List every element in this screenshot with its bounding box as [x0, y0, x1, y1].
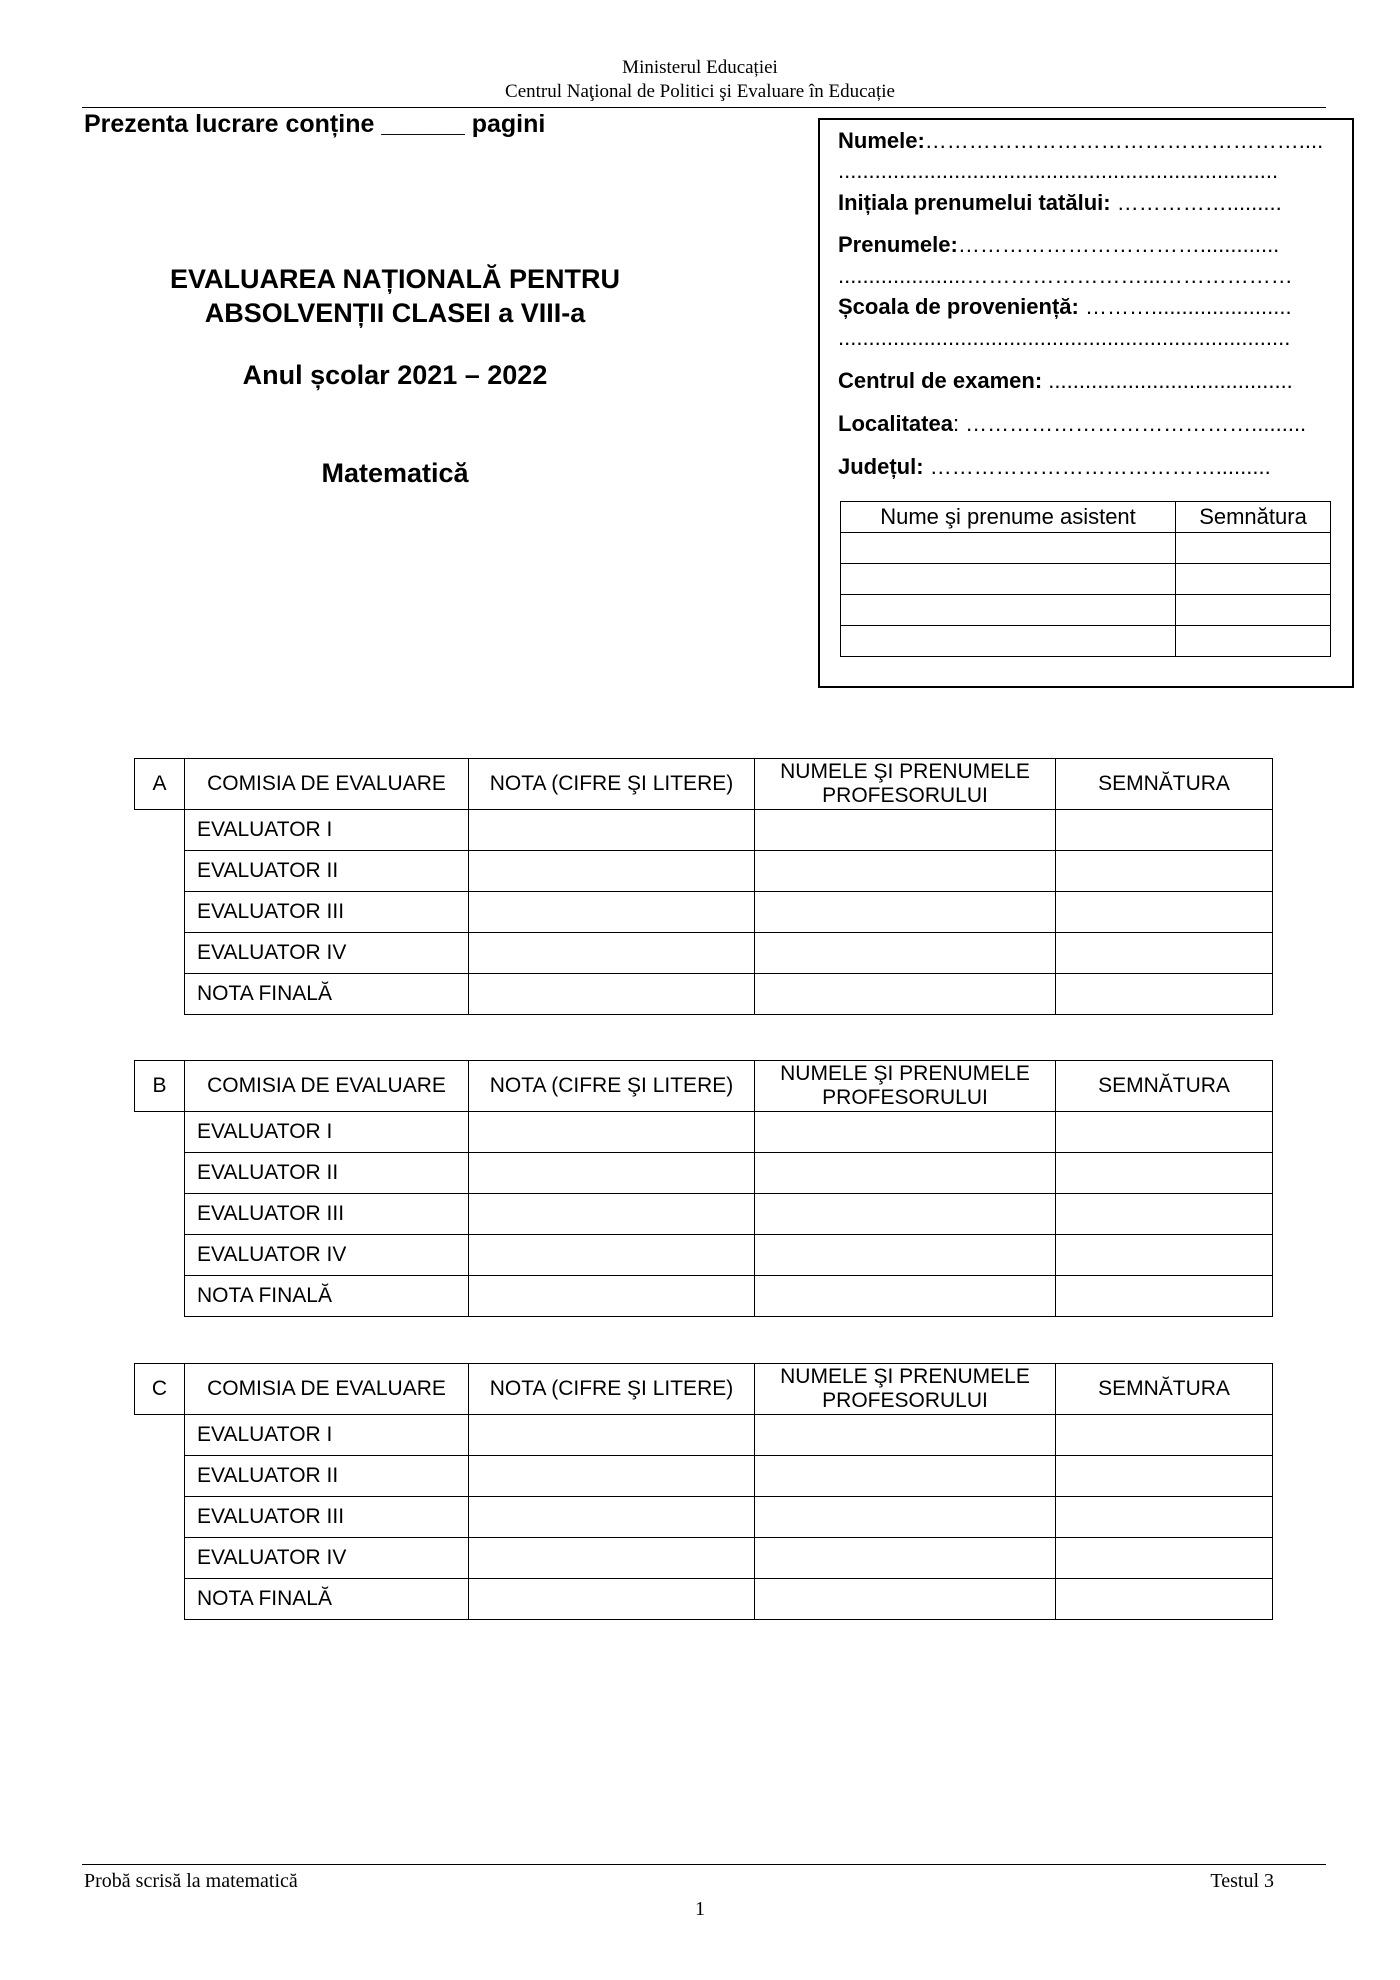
spacer-cell [135, 1235, 185, 1276]
assistant-row [841, 564, 1331, 595]
grade-cell[interactable] [469, 851, 755, 892]
assistant-signature-header: Semnătura [1176, 502, 1331, 533]
grade-cell[interactable] [469, 1579, 755, 1620]
signature-cell[interactable] [1056, 1194, 1273, 1235]
teacher-name-cell[interactable] [755, 1456, 1056, 1497]
signature-cell[interactable] [1056, 1456, 1273, 1497]
signature-cell[interactable] [1056, 1415, 1273, 1456]
commission-header: COMISIA DE EVALUARE [185, 759, 469, 810]
teacher-name-cell[interactable] [755, 1538, 1056, 1579]
spacer-cell [135, 892, 185, 933]
footer-rule [82, 1864, 1326, 1865]
spacer-cell [135, 974, 185, 1015]
grade-cell[interactable] [469, 892, 755, 933]
signature-cell[interactable] [1056, 1235, 1273, 1276]
commission-header: COMISIA DE EVALUARE [185, 1364, 469, 1415]
signature-cell[interactable] [1056, 892, 1273, 933]
exam-title [100, 262, 690, 330]
assistant-row [841, 595, 1331, 626]
teacher-name-cell[interactable] [755, 892, 1056, 933]
signature-cell[interactable] [1056, 1579, 1273, 1620]
grade-cell[interactable] [469, 1276, 755, 1317]
spacer-cell [135, 933, 185, 974]
first-name-label: Prenumele: [838, 232, 958, 257]
assistant-signature-cell[interactable] [1176, 626, 1331, 657]
teacher-name-header-line1: NUMELE ŞI PRENUMELE [780, 1365, 1030, 1388]
section-letter: A [135, 759, 185, 810]
grade-cell[interactable] [469, 1415, 755, 1456]
evaluator-label: NOTA FINALĂ [185, 1579, 469, 1620]
grade-cell[interactable] [469, 1538, 755, 1579]
spacer-cell [135, 851, 185, 892]
teacher-name-cell[interactable] [755, 974, 1056, 1015]
spacer-cell [135, 810, 185, 851]
father-initial-dots: ……………......... [1116, 190, 1282, 215]
locality-dots: : …………………………………......... [952, 411, 1307, 436]
assistant-name-cell[interactable] [841, 533, 1176, 564]
section-letter: C [135, 1364, 185, 1415]
grade-cell[interactable] [469, 1235, 755, 1276]
grade-cell[interactable] [469, 974, 755, 1015]
school-dots: ………....................... [1084, 294, 1292, 319]
assistant-header-row [841, 502, 1331, 533]
evaluator-row [135, 1497, 1273, 1538]
evaluator-label: EVALUATOR I [185, 1112, 469, 1153]
spacer-cell [135, 1112, 185, 1153]
signature-cell[interactable] [1056, 1153, 1273, 1194]
teacher-name-cell[interactable] [755, 1235, 1056, 1276]
evaluator-row [135, 851, 1273, 892]
first-name-field[interactable] [838, 232, 1279, 258]
evaluator-label: EVALUATOR IV [185, 933, 469, 974]
exam-center-label: Centrul de examen: [838, 368, 1043, 393]
name-field[interactable] [838, 128, 1323, 154]
county-label: Județul: [838, 454, 924, 479]
county-field[interactable] [838, 454, 1271, 480]
evaluator-row [135, 1153, 1273, 1194]
grade-cell[interactable] [469, 810, 755, 851]
spacer-cell [135, 1538, 185, 1579]
grade-header: NOTA (CIFRE ŞI LITERE) [469, 1061, 755, 1112]
school-field[interactable] [838, 294, 1292, 320]
signature-cell[interactable] [1056, 1538, 1273, 1579]
evaluator-label: EVALUATOR III [185, 892, 469, 933]
page-number: 1 [695, 1898, 705, 1920]
evaluator-label: EVALUATOR II [185, 1153, 469, 1194]
teacher-name-cell[interactable] [755, 810, 1056, 851]
grade-cell[interactable] [469, 933, 755, 974]
evaluator-row [135, 810, 1273, 851]
grade-cell[interactable] [469, 1456, 755, 1497]
teacher-name-cell[interactable] [755, 1153, 1056, 1194]
evaluator-row [135, 1276, 1273, 1317]
first-name-dots: ……………………………............. [957, 232, 1280, 257]
evaluation-table-a [134, 758, 1273, 1015]
evaluator-row [135, 1456, 1273, 1497]
signature-header: SEMNĂTURA [1056, 1364, 1273, 1415]
school-year: Anul școlar 2021 – 2022 [242, 360, 548, 390]
first-name-dots-line2: .....................……………………...……………… [838, 263, 1293, 288]
assistant-signature-cell[interactable] [1176, 595, 1331, 626]
exam-center-dots: ........................................ [1048, 368, 1293, 393]
header-rule [82, 107, 1326, 108]
assistant-row [841, 626, 1331, 657]
page-count-line: Prezenta lucrare conține ______ pagini [84, 110, 546, 138]
assistant-name-cell[interactable] [841, 595, 1176, 626]
spacer-cell [135, 1497, 185, 1538]
evaluator-label: EVALUATOR IV [185, 1235, 469, 1276]
evaluator-label: NOTA FINALĂ [185, 1276, 469, 1317]
grade-header: NOTA (CIFRE ŞI LITERE) [469, 1364, 755, 1415]
teacher-name-header-line2: PROFESORULUI [822, 1086, 988, 1109]
spacer-cell [135, 1415, 185, 1456]
teacher-name-header-line1: NUMELE ŞI PRENUMELE [780, 760, 1030, 783]
teacher-name-header [755, 1061, 1056, 1112]
evaluator-row [135, 1112, 1273, 1153]
assistant-row [841, 533, 1331, 564]
teacher-name-header-line2: PROFESORULUI [822, 1389, 988, 1412]
teacher-name-cell[interactable] [755, 851, 1056, 892]
evaluation-header-row [135, 1061, 1273, 1112]
evaluator-label: EVALUATOR III [185, 1497, 469, 1538]
signature-header: SEMNĂTURA [1056, 759, 1273, 810]
spacer-cell [135, 1276, 185, 1317]
ministry-name: Ministerul Educației [622, 57, 778, 78]
signature-cell[interactable] [1056, 1497, 1273, 1538]
spacer-cell [135, 1579, 185, 1620]
father-initial-field[interactable] [838, 190, 1282, 216]
spacer-cell [135, 1194, 185, 1235]
first-name-continuation[interactable] [838, 263, 1293, 289]
grade-cell[interactable] [469, 1497, 755, 1538]
school-dots-line2: .......................................................................... [838, 325, 1291, 350]
evaluator-label: NOTA FINALĂ [185, 974, 469, 1015]
assistant-signature-cell[interactable] [1176, 564, 1331, 595]
signature-cell[interactable] [1056, 810, 1273, 851]
evaluator-label: EVALUATOR II [185, 851, 469, 892]
evaluation-header-row [135, 1364, 1273, 1415]
spacer-cell [135, 1456, 185, 1497]
exam-title-line1: EVALUAREA NAȚIONALĂ PENTRU [170, 264, 620, 294]
school-continuation[interactable] [838, 325, 1290, 351]
grade-cell[interactable] [469, 1112, 755, 1153]
exam-title-line2: ABSOLVENȚII CLASEI a VIII-a [204, 298, 586, 328]
locality-label: Localitatea [838, 411, 953, 436]
signature-cell[interactable] [1056, 851, 1273, 892]
signature-cell[interactable] [1056, 1276, 1273, 1317]
signature-header: SEMNĂTURA [1056, 1061, 1273, 1112]
teacher-name-header [755, 1364, 1056, 1415]
assistant-name-cell[interactable] [841, 626, 1176, 657]
teacher-name-cell[interactable] [755, 1194, 1056, 1235]
teacher-name-cell[interactable] [755, 933, 1056, 974]
teacher-name-header [755, 759, 1056, 810]
teacher-name-cell[interactable] [755, 1497, 1056, 1538]
locality-field[interactable] [838, 411, 1306, 437]
evaluator-row [135, 1415, 1273, 1456]
evaluation-table-c [134, 1363, 1273, 1620]
evaluator-label: EVALUATOR II [185, 1456, 469, 1497]
evaluator-label: EVALUATOR IV [185, 1538, 469, 1579]
school-label: Școala de proveniență: [838, 294, 1079, 319]
center-name: Centrul Naţional de Politici şi Evaluare în Educație [505, 81, 895, 102]
assistant-signature-cell[interactable] [1176, 533, 1331, 564]
name-continuation[interactable] [838, 158, 1278, 184]
subject-title: Matematică [321, 458, 469, 488]
spacer-cell [135, 1153, 185, 1194]
evaluator-row [135, 1194, 1273, 1235]
name-dots: …………………………………………….... [924, 128, 1324, 153]
evaluator-label: EVALUATOR I [185, 1415, 469, 1456]
candidate-info-box [818, 118, 1354, 688]
evaluator-label: EVALUATOR I [185, 810, 469, 851]
grade-header: NOTA (CIFRE ŞI LITERE) [469, 759, 755, 810]
section-letter: B [135, 1061, 185, 1112]
name-dots-line2: ........................................................................ [838, 158, 1279, 183]
exam-center-field[interactable] [838, 368, 1293, 394]
teacher-name-header-line2: PROFESORULUI [822, 784, 988, 807]
commission-header: COMISIA DE EVALUARE [185, 1061, 469, 1112]
teacher-name-cell[interactable] [755, 1112, 1056, 1153]
assistant-name-cell[interactable] [841, 564, 1176, 595]
county-dots: …………………………………......... [929, 454, 1271, 479]
assistant-name-header: Nume şi prenume asistent [841, 502, 1176, 533]
evaluation-header-row [135, 759, 1273, 810]
grade-cell[interactable] [469, 1194, 755, 1235]
teacher-name-header-line1: NUMELE ŞI PRENUMELE [780, 1062, 1030, 1085]
father-initial-label: Inițiala prenumelui tatălui: [838, 190, 1111, 215]
evaluator-row [135, 974, 1273, 1015]
teacher-name-cell[interactable] [755, 1415, 1056, 1456]
signature-cell[interactable] [1056, 933, 1273, 974]
evaluator-row [135, 1579, 1273, 1620]
evaluator-row [135, 1235, 1273, 1276]
name-label: Numele: [838, 128, 925, 153]
footer-test-number: Testul 3 [1210, 1870, 1274, 1892]
evaluator-label: EVALUATOR III [185, 1194, 469, 1235]
evaluation-table-b [134, 1060, 1273, 1317]
evaluator-row [135, 933, 1273, 974]
assistant-table [840, 501, 1331, 657]
signature-cell[interactable] [1056, 1112, 1273, 1153]
grade-cell[interactable] [469, 1153, 755, 1194]
signature-cell[interactable] [1056, 974, 1273, 1015]
teacher-name-cell[interactable] [755, 1579, 1056, 1620]
evaluator-row [135, 892, 1273, 933]
footer-exam-name: Probă scrisă la matematică [84, 1870, 298, 1892]
teacher-name-cell[interactable] [755, 1276, 1056, 1317]
evaluator-row [135, 1538, 1273, 1579]
